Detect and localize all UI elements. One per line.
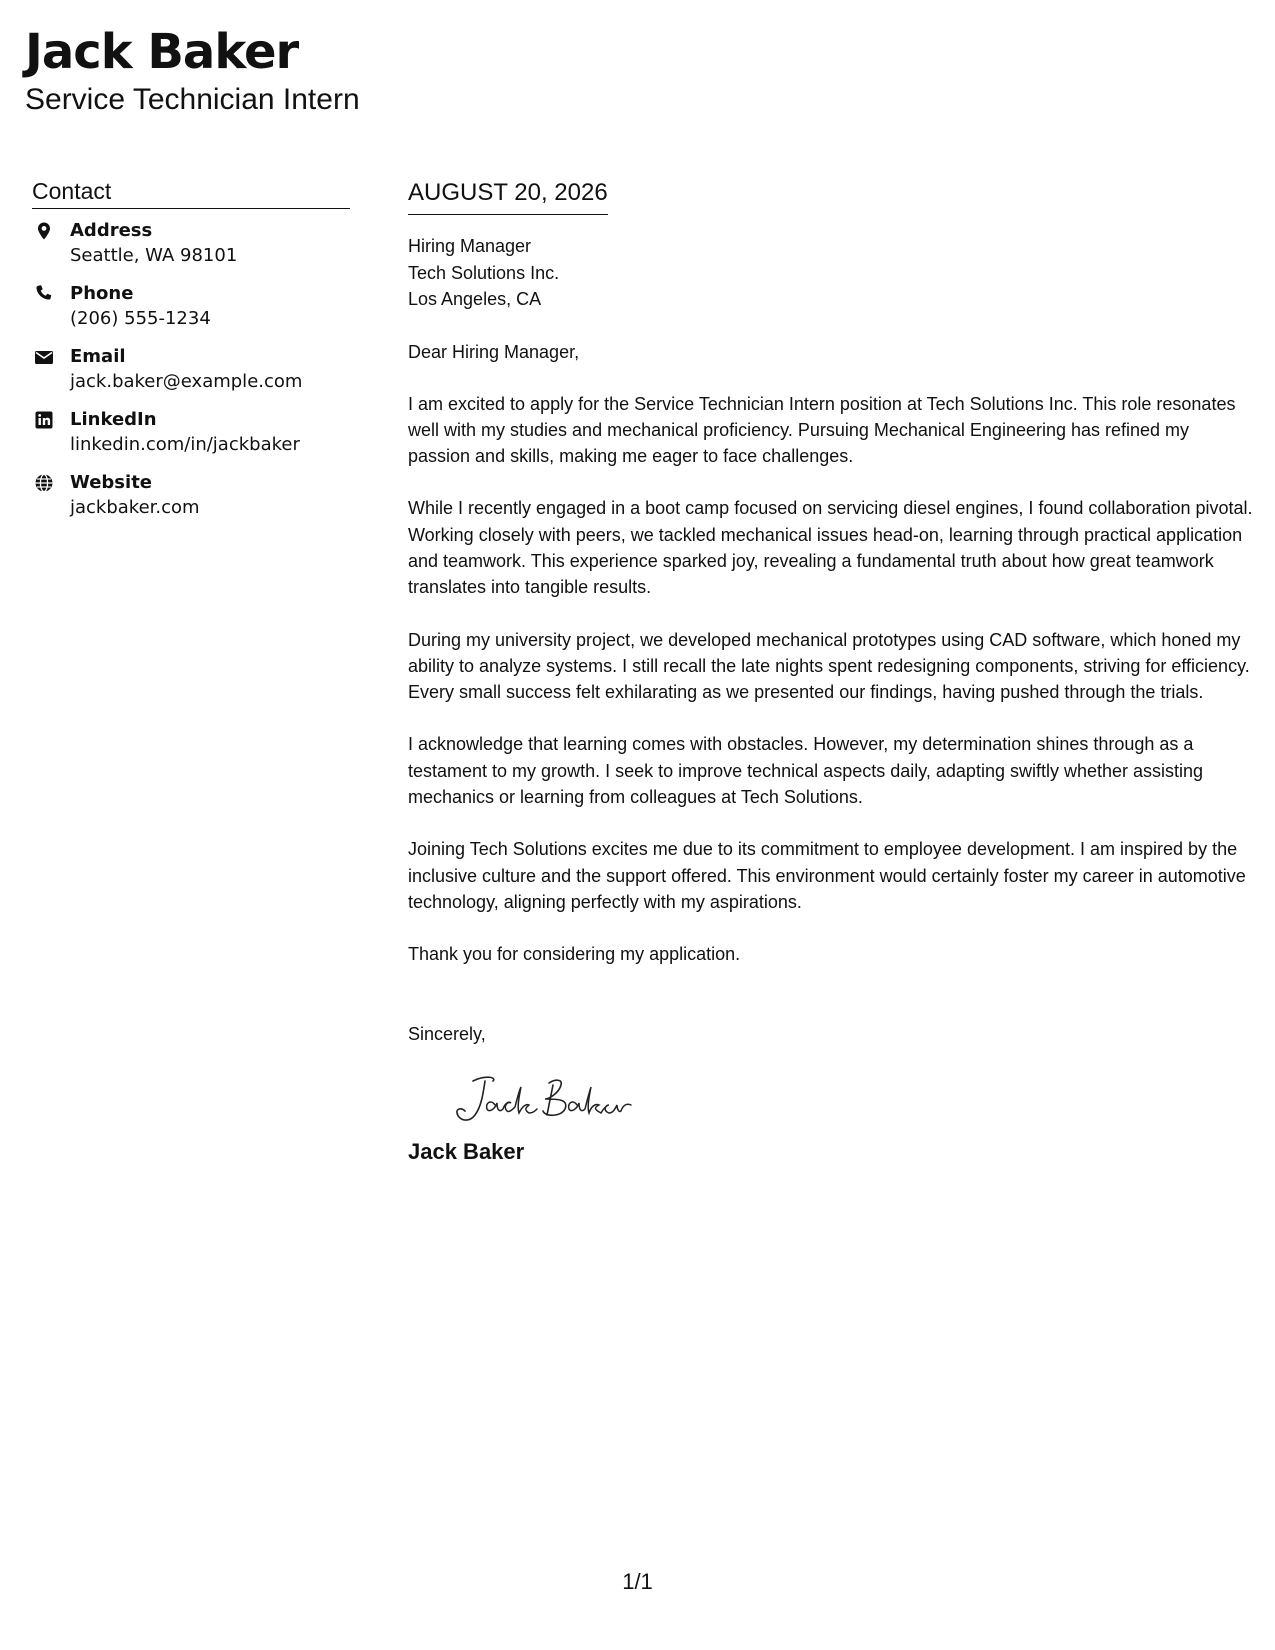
letter-paragraph: During my university project, we developed mechanical prototypes using CAD software, which honed my ability to analyze systems. I still recall the late nights spent redesigning components, striving for efficiency. Every small success felt exhilarating as we presented our findings, having pushed through the trials. bbox=[408, 629, 1250, 703]
map-pin-icon bbox=[34, 221, 54, 241]
phone-icon bbox=[34, 284, 54, 304]
contact-item-website bbox=[32, 471, 350, 534]
closing: Sincerely, bbox=[408, 1023, 486, 1044]
address-value: Seattle, WA 98101 bbox=[70, 245, 238, 266]
recipient-block bbox=[408, 233, 1254, 313]
contact-item-address bbox=[32, 219, 350, 282]
letter-paragraph: While I recently engaged in a boot camp focused on servicing diesel engines, I found collaboration pivotal. Working closely with peers, we tackled mechanical issues head-on, learning through practical application and teamwork. This experience sparked joy, revealing a fundamental truth about how great teamwork translates into tangible results. bbox=[408, 498, 1253, 598]
recipient-line: Tech Solutions Inc. bbox=[408, 262, 560, 283]
signed-name: Jack Baker bbox=[408, 1138, 525, 1164]
letter-paragraph: Joining Tech Solutions excites me due to its commitment to employee development. I am inspired by the inclusive culture and the support offered. This environment would certainly foster my career in automotive technology, aligning perfectly with my aspirations. bbox=[408, 839, 1246, 912]
contact-heading: Contact bbox=[32, 176, 350, 209]
job-title: Service Technician Intern bbox=[25, 83, 360, 116]
globe-icon bbox=[34, 473, 54, 493]
contact-item-phone bbox=[32, 282, 350, 345]
applicant-name: Jack Baker bbox=[25, 24, 299, 80]
linkedin-value: linkedin.com/in/jackbaker bbox=[70, 434, 300, 455]
contact-label: Email bbox=[70, 346, 126, 367]
letter-paragraph: I acknowledge that learning comes with obstacles. However, my determination shines through as a testament to my growth. I seek to improve technical aspects daily, adapting swiftly whether assisting mechanics or learning from colleagues at Tech Solutions. bbox=[408, 734, 1204, 808]
contact-label: LinkedIn bbox=[70, 409, 157, 430]
phone-value: (206) 555-1234 bbox=[70, 308, 211, 329]
contact-label: Website bbox=[70, 472, 153, 493]
linkedin-icon bbox=[34, 410, 54, 430]
letter-paragraph: I am excited to apply for the Service Technician Intern position at Tech Solutions Inc. This role resonates well with my studies and mechanical proficiency. Pursuing Mechanical Engineering has refined my passion and skills, making me eager to face challenges. bbox=[408, 393, 1236, 467]
salutation: Dear Hiring Manager, bbox=[408, 341, 580, 362]
envelope-icon bbox=[34, 347, 54, 367]
contact-label: Address bbox=[70, 220, 153, 241]
recipient-line: Hiring Manager bbox=[408, 236, 532, 256]
contact-item-linkedin bbox=[32, 408, 350, 471]
page-number: 1/1 bbox=[622, 1569, 653, 1594]
letter-paragraph: Thank you for considering my application. bbox=[408, 944, 741, 965]
handwritten-signature bbox=[445, 1069, 645, 1129]
letter-body bbox=[408, 176, 1254, 1167]
email-value: jack.baker@example.com bbox=[70, 371, 303, 392]
website-value: jackbaker.com bbox=[70, 497, 200, 518]
contact-item-email bbox=[32, 345, 350, 408]
contact-sidebar bbox=[32, 176, 350, 534]
contact-label: Phone bbox=[70, 283, 134, 304]
letter-date: AUGUST 20, 2026 bbox=[408, 176, 608, 215]
recipient-line: Los Angeles, CA bbox=[408, 289, 542, 309]
